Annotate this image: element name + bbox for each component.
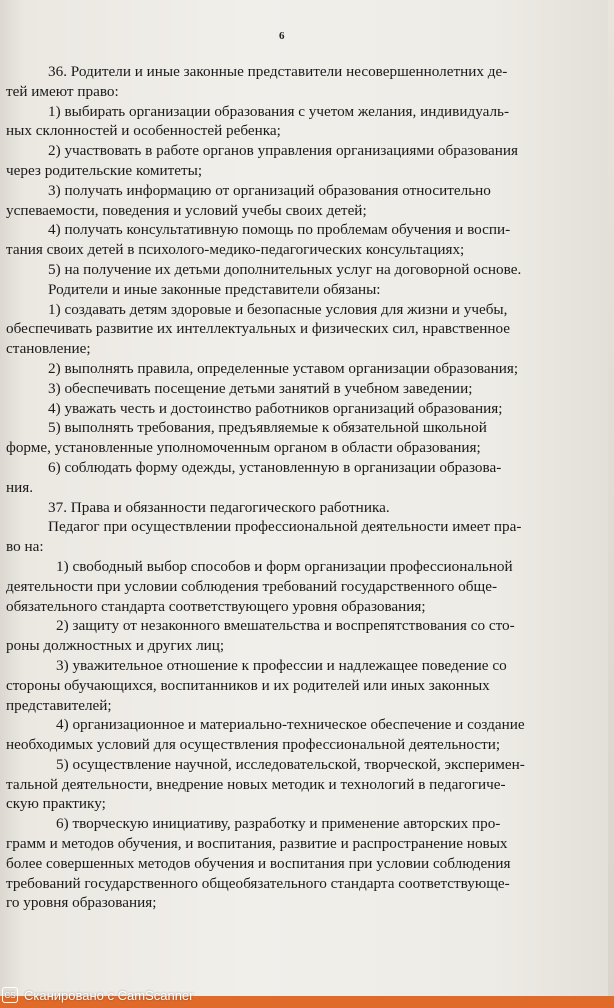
- text-line: Педагог при осуществлении профессиональной деятельности имеет пра-: [48, 518, 522, 536]
- text-line: обеспечивать развитие их интеллектуальных и физических сил, нравственное: [6, 320, 510, 338]
- text-line: 2) защиту от незаконного вмешательства и воспрепятствования со сто-: [56, 617, 515, 635]
- text-line: 37. Права и обязанности педагогического работника.: [48, 498, 390, 516]
- text-line: роны должностных и других лиц;: [6, 637, 225, 655]
- text-line: 5) на получение их детьми дополнительных услуг на договорной основе.: [48, 260, 522, 278]
- page-number: 6: [279, 30, 285, 42]
- text-line: через родительские комитеты;: [6, 161, 203, 179]
- text-line: 6) творческую инициативу, разработку и применение авторских про-: [56, 815, 501, 833]
- text-line: 2) участвовать в работе органов управления организациями образования: [48, 142, 519, 160]
- document-body: [6, 62, 602, 913]
- text-line: 3) получать информацию от организаций образования относительно: [48, 181, 491, 199]
- text-line: 36. Родители и иные законные представители несовершеннолетних де-: [48, 63, 508, 80]
- text-line: представителей;: [6, 696, 112, 714]
- scanner-watermark: [0, 985, 193, 1005]
- text-line: 1) создавать детям здоровые и безопасные условия для жизни и учебы,: [48, 300, 508, 318]
- text-line: тей имеют право:: [6, 82, 119, 100]
- text-line: 4) уважать честь и достоинство работников организаций образования;: [48, 399, 503, 417]
- text-line: деятельности при условии соблюдения требований государственного обще-: [6, 577, 497, 595]
- text-line: форме, установленные уполномоченным органом в области образования;: [6, 439, 481, 457]
- text-line: грамм и методов обучения, и воспитания, развитие и распространение новых: [6, 835, 508, 853]
- text-line: необходимых условий для осуществления профессиональной деятельности;: [6, 736, 501, 754]
- text-line: 4) организационное и материально-техническое обеспечение и создание: [56, 716, 525, 734]
- text-line: тальной деятельности, внедрение новых методик и технологий в педагогиче-: [6, 775, 506, 793]
- text-line: 5) выполнять требования, предъявляемые к обязательной школьной: [48, 419, 487, 437]
- text-line: 2) выполнять правила, определенные уставом организации образования;: [48, 359, 519, 377]
- watermark-text: Сканировано с CamScanner: [24, 987, 194, 1003]
- text-line: 3) обеспечивать посещение детьми занятий в учебном заведении;: [48, 379, 473, 397]
- text-line: 6) соблюдать форму одежды, установленную в организации образова-: [48, 458, 502, 476]
- text-line: 5) осуществление научной, исследовательской, творческой, эксперимен-: [56, 755, 525, 773]
- text-line: 3) уважительное отношение к профессии и надлежащее поведение со: [56, 656, 507, 674]
- text-line: более совершенных методов обучения и воспитания при условии соблюдения: [6, 854, 511, 872]
- text-line: ния.: [6, 478, 34, 496]
- text-line: тания своих детей в психолого-медико-педагогических консультациях;: [6, 241, 465, 259]
- text-line: обязательного стандарта соответствующего уровня образования;: [6, 597, 426, 615]
- camscanner-logo-icon: CS: [2, 987, 18, 1003]
- text-line: становление;: [6, 340, 91, 358]
- text-line: скую практику;: [6, 795, 106, 813]
- text-line: успеваемости, поведения и условий учебы своих детей;: [6, 201, 367, 219]
- text-line: Родители и иные законные представители обязаны:: [48, 280, 381, 298]
- page-edge: [608, 0, 614, 1008]
- text-line: требований государственного общеобязательного стандарта соответствующе-: [6, 874, 510, 892]
- text-line: 1) свободный выбор способов и форм организации профессиональной: [56, 557, 513, 575]
- text-line: 1) выбирать организации образования с учетом желания, индивидуаль-: [48, 102, 510, 120]
- text-line: 4) получать консультативную помощь по проблемам обучения и воспи-: [48, 221, 511, 239]
- text-line: во на:: [6, 538, 44, 556]
- text-line: ных склонностей и особенностей ребенка;: [6, 122, 281, 140]
- text-line: стороны обучающихся, воспитанников и их родителей или иных законных: [6, 676, 490, 694]
- text-line: го уровня образования;: [6, 894, 157, 912]
